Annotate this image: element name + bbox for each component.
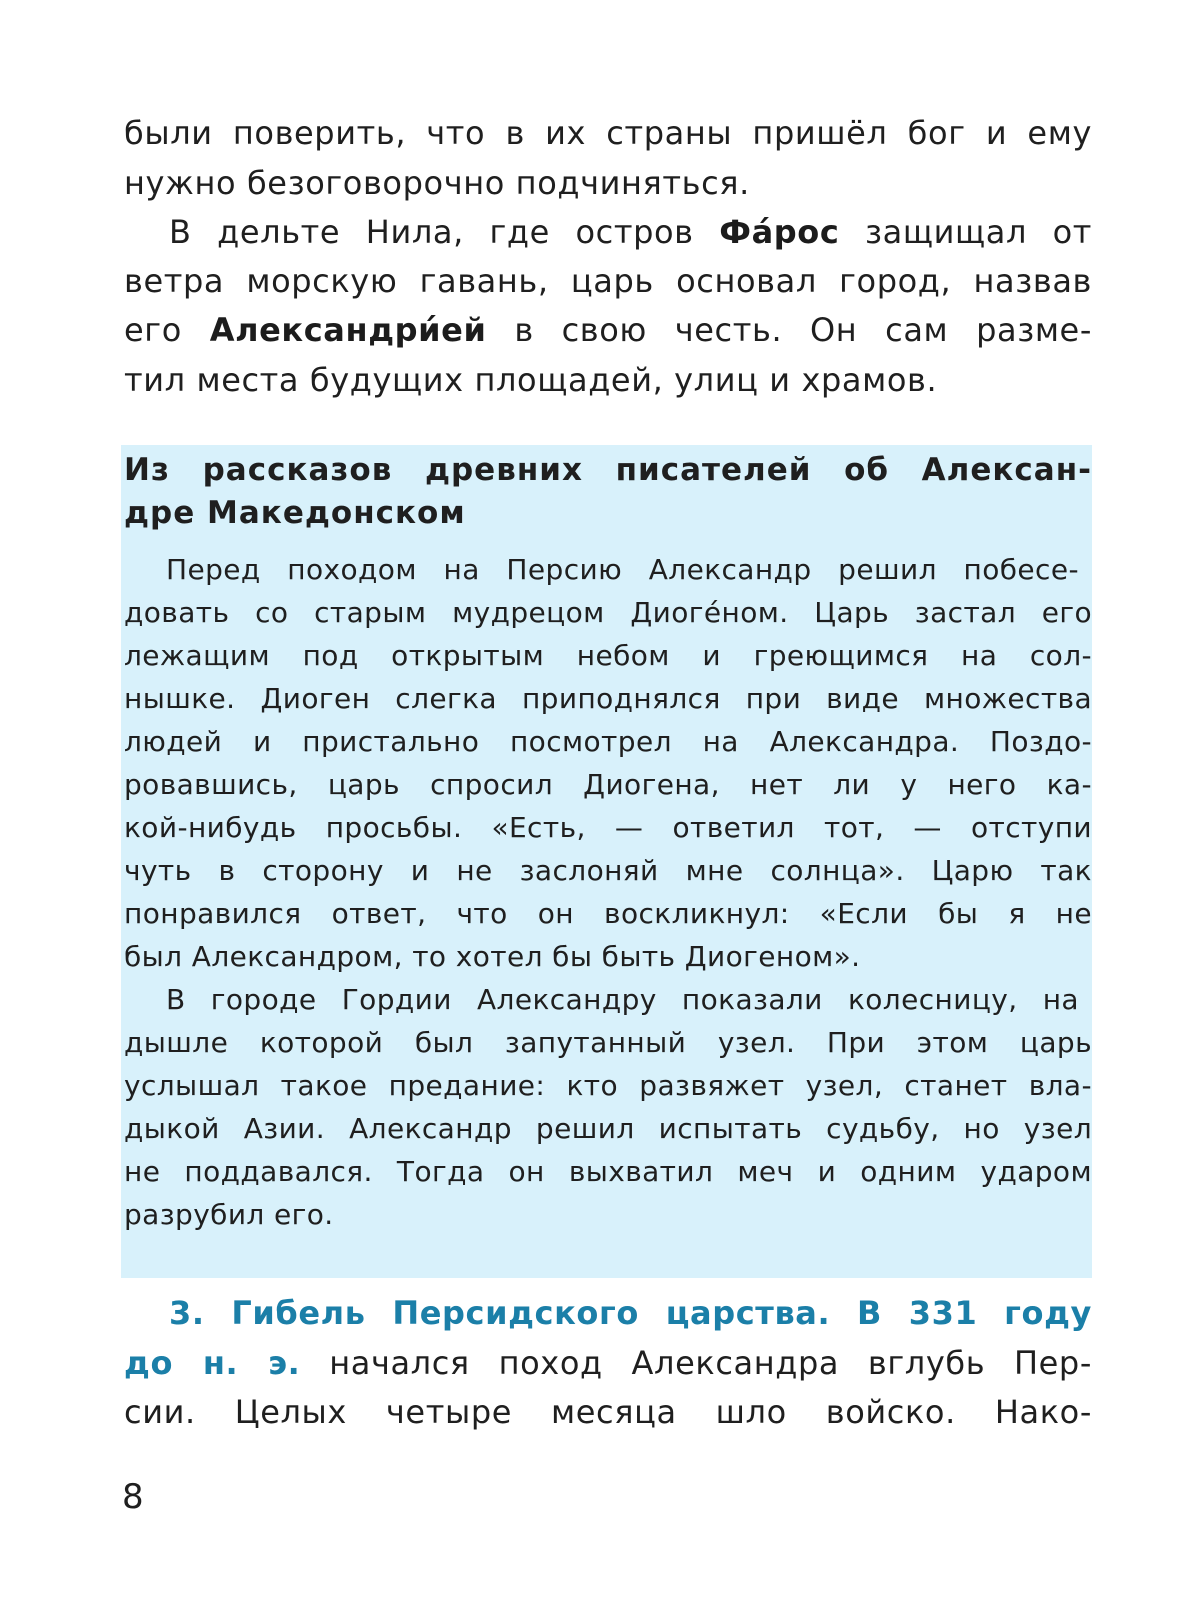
- box-text-line: услышал такое предание: кто развяжет узел, станет вла-: [124, 1069, 1092, 1102]
- box-text-line: нышке. Диоген слегка приподнялся при виде множества: [124, 682, 1092, 715]
- text-fragment: начался поход Александра вглубь Пер-: [329, 1344, 1092, 1382]
- text-line: нужно безоговорочно подчиняться.: [124, 164, 750, 202]
- text-line: [124, 1338, 1092, 1388]
- box-text-line: довать со старым мудрецом Диоге́ном. Царь застал его: [124, 596, 1092, 629]
- text-fragment: В дельте Нила, где остров: [169, 213, 694, 251]
- box-text-line: дыкой Азии. Александр решил испытать судьбу, но узел: [124, 1112, 1092, 1145]
- text-fragment: защищал от: [865, 213, 1093, 251]
- box-text-line: Перед походом на Персию Александр решил побесе-: [166, 553, 1079, 586]
- section-heading: 3. Гибель Персидского царства. В 331 году: [169, 1294, 1092, 1332]
- box-text-line: кой-нибудь просьбы. «Есть, — ответил тот, — отступи: [124, 811, 1092, 844]
- box-text-line: не поддавался. Тогда он выхватил меч и одним ударом: [124, 1155, 1092, 1188]
- box-text-line: людей и пристально посмотрел на Александра. Поздо-: [124, 725, 1092, 758]
- text-line: [124, 305, 1092, 355]
- title-line: Из рассказов древних писателей об Алексан-: [124, 452, 1092, 488]
- title-line: дре Македонском: [124, 495, 466, 531]
- term-alexandria: Александри́ей: [209, 311, 487, 349]
- box-text-line: В городе Гордии Александру показали колесницу, на: [166, 983, 1079, 1016]
- text-line: тил места будущих площадей, улиц и храмов.: [124, 361, 938, 399]
- box-text-line: разрубил его.: [124, 1198, 334, 1231]
- text-line: [169, 207, 1092, 257]
- text-line: сии. Целых четыре месяца шло войско. Нако-: [124, 1393, 1092, 1431]
- text-line: ветра морскую гавань, царь основал город, назвав: [124, 262, 1092, 300]
- page-number: 8: [122, 1477, 144, 1517]
- text-fragment: в свою честь. Он сам разме-: [514, 311, 1092, 349]
- text-fragment: его: [124, 311, 182, 349]
- text-line: были поверить, что в их страны пришёл бог и ему: [124, 114, 1092, 152]
- term-faros: Фа́рос: [719, 213, 840, 251]
- box-text-line: был Александром, то хотел бы быть Диогеном».: [124, 940, 861, 973]
- box-text-line: понравился ответ, что он воскликнул: «Если бы я не: [124, 897, 1092, 930]
- box-text-line: чуть в сторону и не заслоняй мне солнца». Царю так: [124, 854, 1092, 887]
- box-text-line: лежащим под открытым небом и греющимся на сол-: [124, 639, 1092, 672]
- box-text-line: ровавшись, царь спросил Диогена, нет ли у него ка-: [124, 768, 1092, 801]
- box-text-line: дышле которой был запутанный узел. При этом царь: [124, 1026, 1092, 1059]
- section-heading-date: до н. э.: [124, 1344, 301, 1382]
